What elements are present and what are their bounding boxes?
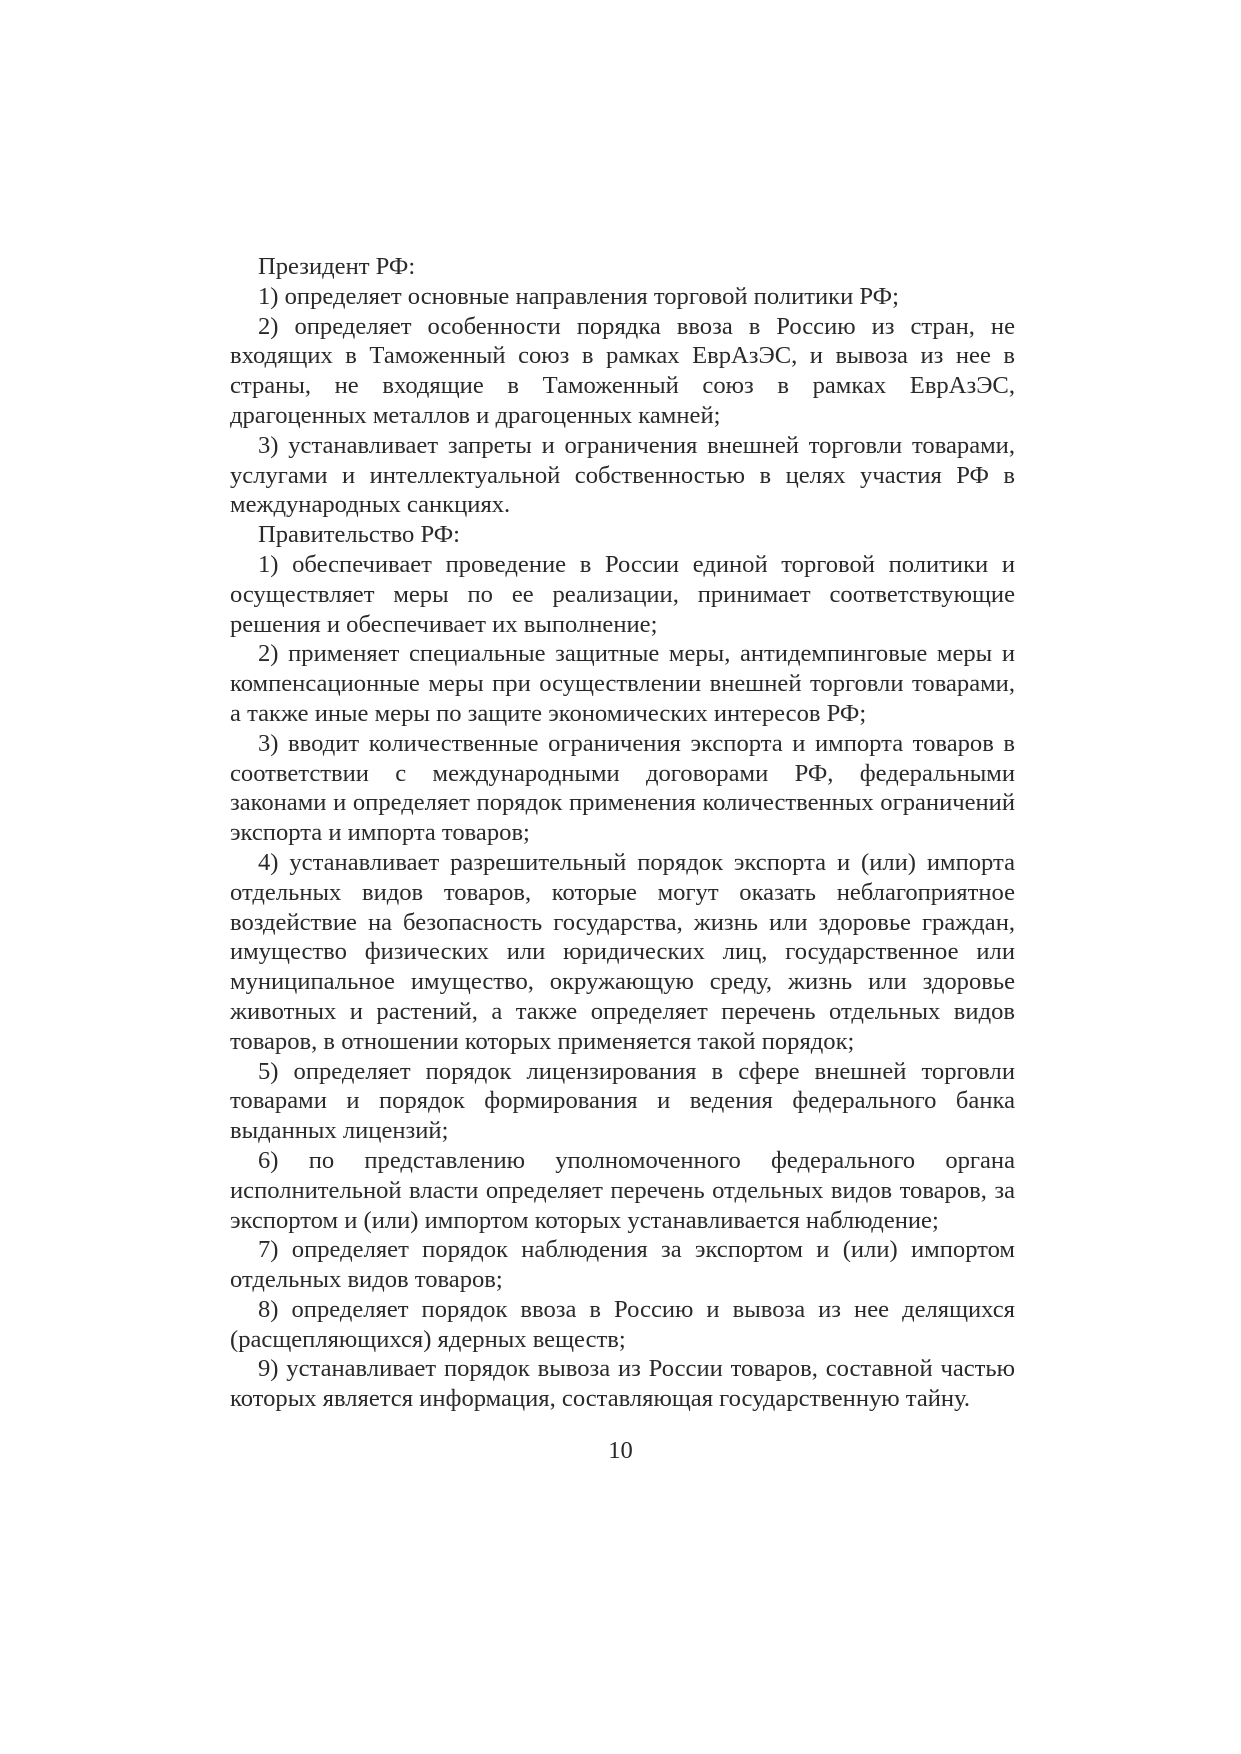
government-item-7: 7) определяет порядок наблюдения за экспортом и (или) импортом отдельных видов товаров; [230, 1236, 1015, 1294]
government-item-1: 1) обеспечивает проведение в России единой торговой политики и осуществляет меры по ее реализации, принимает соответствующие решения и обеспечивает их выполнение; [230, 550, 1015, 638]
president-item-1: 1) определяет основные направления торговой политики РФ; [258, 282, 899, 310]
president-heading: Президент РФ: [258, 253, 416, 280]
government-item-4: 4) устанавливает разрешительный порядок экспорта и (или) импорта отдельных видов товаров, которые могут оказать неблагоприятное воздействие на безопасность государства, жизнь или здоровье граждан, имущество физических или юридических лиц, государственное или муниципальное имущество, окружающую среду, жизнь или здоровье животных и растений, а также определяет перечень отдельных видов товаров, в отношении которых применяется такой порядок; [230, 848, 1015, 1055]
government-item-5: 5) определяет порядок лицензирования в сфере внешней торговли товарами и порядок формирования и ведения федерального банка выданных лицензий; [230, 1057, 1015, 1145]
president-item-2: 2) определяет особенности порядка ввоза в Россию из стран, не входящих в Таможенный союз в рамках ЕврАзЭС, и вывоза из нее в страны, не входящие в Таможенный союз в рамках ЕврАзЭС, драгоценных металлов и драгоценных камней; [230, 312, 1015, 429]
government-item-3: 3) вводит количественные ограничения экспорта и импорта товаров в соответствии с международными договорами РФ, федеральными законами и определяет порядок применения количественных ограничений экспорта и импорта товаров; [230, 729, 1015, 847]
government-heading: Правительство РФ: [258, 521, 460, 549]
government-item-6: 6) по представлению уполномоченного федерального органа исполнительной власти определяет перечень отдельных видов товаров, за экспортом и (или) импортом которых устанавливается наблюдение; [230, 1146, 1015, 1234]
government-item-2: 2) применяет специальные защитные меры, антидемпинговые меры и компенсационные меры при осуществлении внешней торговли товарами, а также иные меры по защите экономических интересов РФ; [230, 640, 1015, 727]
government-item-9: 9) устанавливает порядок вывоза из России товаров, составной частью которых является информация, составляющая государственную тайну. [230, 1355, 1015, 1413]
president-item-3: 3) устанавливает запреты и ограничения внешней торговли товарами, услугами и интеллектуальной собственностью в целях участия РФ в международных санкциях. [230, 431, 1015, 519]
government-item-8: 8) определяет порядок ввоза в Россию и вывоза из нее делящихся (расщепляющихся) ядерных веществ; [230, 1295, 1015, 1353]
body-text [230, 252, 1015, 1414]
page-number: 10 [608, 1437, 633, 1464]
